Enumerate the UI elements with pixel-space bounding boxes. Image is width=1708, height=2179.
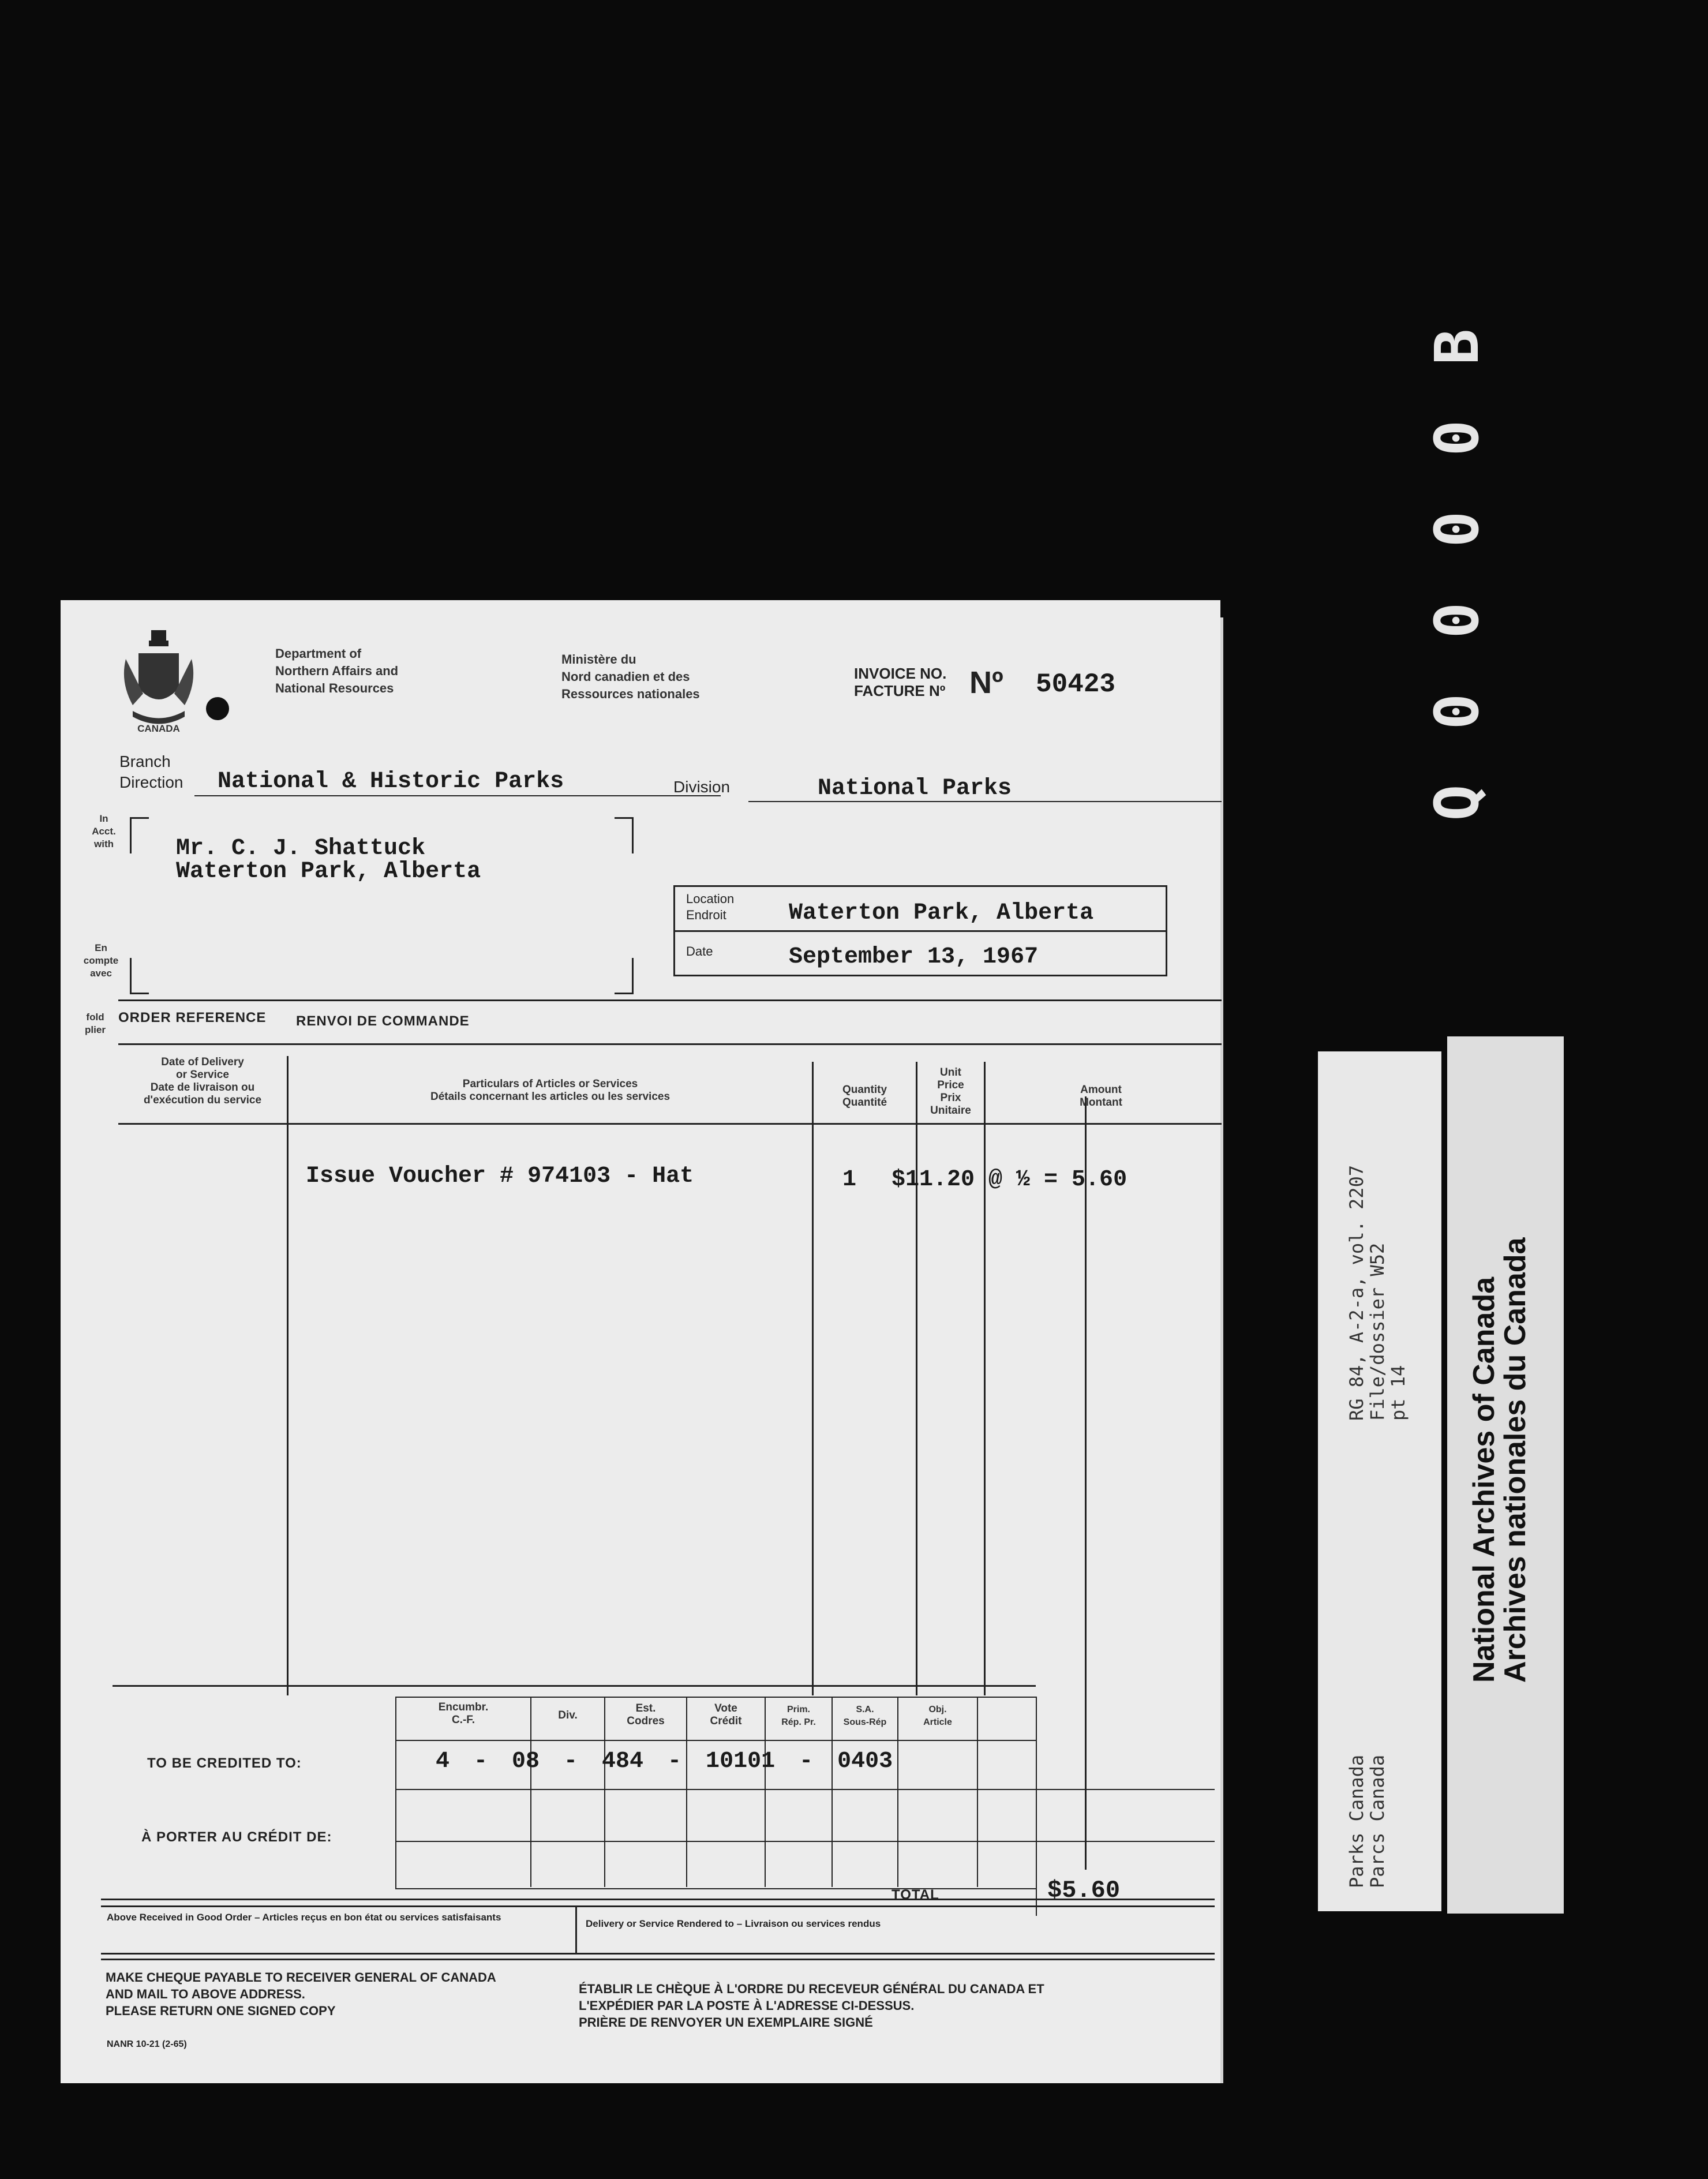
- credited-to-label-en: TO BE CREDITED TO:: [147, 1755, 302, 1771]
- department-name-fr: Ministère du Nord canadien et des Ressources nationales: [561, 652, 700, 701]
- coding-header-obj: Obj. Article: [923, 1705, 952, 1727]
- table-top-rule: [118, 1043, 1222, 1045]
- line-item-description: Issue Voucher # 974103 - Hat: [306, 1163, 694, 1189]
- order-reference-fr: RENVOI DE COMMANDE: [296, 1013, 470, 1029]
- national-archives-card: [1447, 1036, 1564, 1914]
- frame-number-char: 0: [1422, 693, 1492, 730]
- frame-number-char: 0: [1422, 511, 1492, 548]
- reference-line-2: File/dossier W52: [1366, 1242, 1388, 1421]
- frame-number-char: 0: [1422, 602, 1492, 639]
- credited-to-label-fr: À PORTER AU CRÉDIT DE:: [141, 1829, 332, 1845]
- total-label: TOTAL: [892, 1887, 939, 1903]
- col-divider-date: [287, 1056, 289, 1695]
- coding-row1-rule: [395, 1789, 1215, 1790]
- in-account-label: In Acct. with: [92, 813, 116, 849]
- invoice-number: 50423: [1036, 669, 1116, 699]
- film-frame-number: [1414, 300, 1500, 866]
- address-bracket-tl: [130, 817, 149, 853]
- form-number: NANR 10-21 (2-65): [107, 2039, 187, 2049]
- col-divider-quantity: [916, 1062, 917, 1695]
- total-value: $5.60: [1047, 1877, 1121, 1904]
- line-item-price-calculation: $11.20 @ ½ = 5.60: [892, 1167, 1128, 1193]
- col-divider-amount-cents: [1085, 1096, 1087, 1870]
- date-value: September 13, 1967: [789, 944, 1039, 970]
- branch-label: Branch Direction: [119, 752, 183, 791]
- coding-row2-rule: [395, 1841, 1215, 1842]
- col-divider-particulars: [812, 1062, 814, 1695]
- coding-header-rule: [395, 1740, 1036, 1741]
- coding-divider-1: [530, 1697, 531, 1887]
- branch-value: National & Historic Parks: [218, 769, 564, 795]
- punch-hole: [206, 697, 229, 720]
- coding-header-div: Div.: [558, 1709, 578, 1721]
- address-bracket-bl: [130, 958, 149, 994]
- order-reference-top-rule: [118, 999, 1222, 1001]
- date-label: Date: [686, 944, 713, 959]
- invoice-sheet: [61, 600, 1220, 2083]
- coding-values: 4 - 08 - 484 - 10101 - 0403: [436, 1749, 893, 1774]
- archives-name-fr: Archives nationales du Canada: [1499, 1237, 1532, 1683]
- signature-divider: [575, 1905, 577, 1953]
- branch-underline: [194, 795, 721, 796]
- header-particulars: Particulars of Articles or Services Détails concernant les articles ou les services: [430, 1078, 671, 1103]
- header-date-of-delivery: Date of Delivery or Service Date de livraison ou d'exécution du service: [143, 1056, 262, 1106]
- reference-line-1: RG 84, A-2-a, vol. 2207: [1346, 1165, 1368, 1421]
- division-underline: [748, 801, 1222, 802]
- archive-reference-card: [1318, 1051, 1441, 1911]
- location-value: Waterton Park, Alberta: [789, 900, 1094, 926]
- en-compte-label: En compte avec: [83, 942, 119, 979]
- header-quantity: Quantity Quantité: [842, 1084, 887, 1109]
- received-in-good-order: Above Received in Good Order – Articles reçus en bon état ou services satisfaisants: [107, 1912, 501, 1923]
- coding-header-vote: Vote Crédit: [710, 1702, 742, 1727]
- frame-number-char: 0: [1422, 420, 1492, 456]
- agency-line-1: Parks Canada: [1346, 1754, 1368, 1888]
- location-label: Location Endroit: [686, 892, 735, 922]
- coding-header-prim: Prim. Rép. Pr.: [781, 1705, 816, 1727]
- frame-number-char: Q: [1422, 784, 1492, 821]
- division-label: Division: [673, 778, 731, 796]
- line-item-quantity: 1: [842, 1167, 857, 1193]
- division-value: National Parks: [818, 776, 1012, 802]
- coding-header-encumbr: Encumbr. C.-F.: [438, 1701, 489, 1726]
- header-unit-price: Unit Price Prix Unitaire: [930, 1066, 971, 1117]
- department-name-en: Department of Northern Affairs and National Resources: [275, 646, 399, 695]
- coding-header-est: Est. Codres: [627, 1702, 665, 1727]
- col-divider-unit-price: [984, 1062, 986, 1695]
- account-name: Mr. C. J. Shattuck: [176, 836, 426, 862]
- coding-divider-8: [1036, 1697, 1037, 1916]
- invoice-number-label: INVOICE NO. FACTURE Nº: [854, 665, 947, 699]
- footer-instructions-en: MAKE CHEQUE PAYABLE TO RECEIVER GENERAL OF CANADA AND MAIL TO ABOVE ADDRESS. PLEASE RETURN ONE SIGNED COPY: [106, 1970, 496, 2018]
- footer-instructions-fr: ÉTABLIR LE CHÈQUE À L'ORDRE DU RECEVEUR GÉNÉRAL DU CANADA ET L'EXPÉDIER PAR LA POSTE À L'ADRESSE CI-DESSUS. PRIÈRE DE RENVOYER UN EXEMPLAIRE SIGNÉ: [579, 1982, 1044, 2030]
- address-bracket-br: [615, 958, 634, 994]
- order-reference-en: ORDER REFERENCE: [118, 1010, 267, 1025]
- delivery-rendered-to: Delivery or Service Rendered to – Livraison ou services rendus: [586, 1918, 881, 1929]
- location-date-divider: [673, 930, 1167, 932]
- coding-header-sa: S.A. Sous-Rép: [843, 1705, 887, 1727]
- archives-name-en: National Archives of Canada: [1467, 1276, 1501, 1683]
- header-amount: Amount Montant: [1080, 1084, 1122, 1109]
- number-symbol: Nº: [969, 665, 1003, 700]
- frame-number-char: B: [1422, 328, 1492, 365]
- footer-top-rule: [101, 1953, 1215, 1955]
- footer-top-rule-2: [101, 1959, 1215, 1960]
- address-bracket-tr: [615, 817, 634, 853]
- reference-line-3: pt 14: [1387, 1365, 1409, 1421]
- coat-of-arms-caption: CANADA: [137, 723, 180, 734]
- table-header-rule: [118, 1123, 1222, 1125]
- coding-top-rule: [113, 1685, 1036, 1687]
- coding-divider-7: [977, 1697, 978, 1887]
- agency-line-2: Parcs Canada: [1366, 1754, 1388, 1888]
- signature-top-rule: [101, 1905, 1215, 1907]
- account-address: Waterton Park, Alberta: [176, 859, 481, 885]
- fold-label: fold plier: [85, 1012, 106, 1035]
